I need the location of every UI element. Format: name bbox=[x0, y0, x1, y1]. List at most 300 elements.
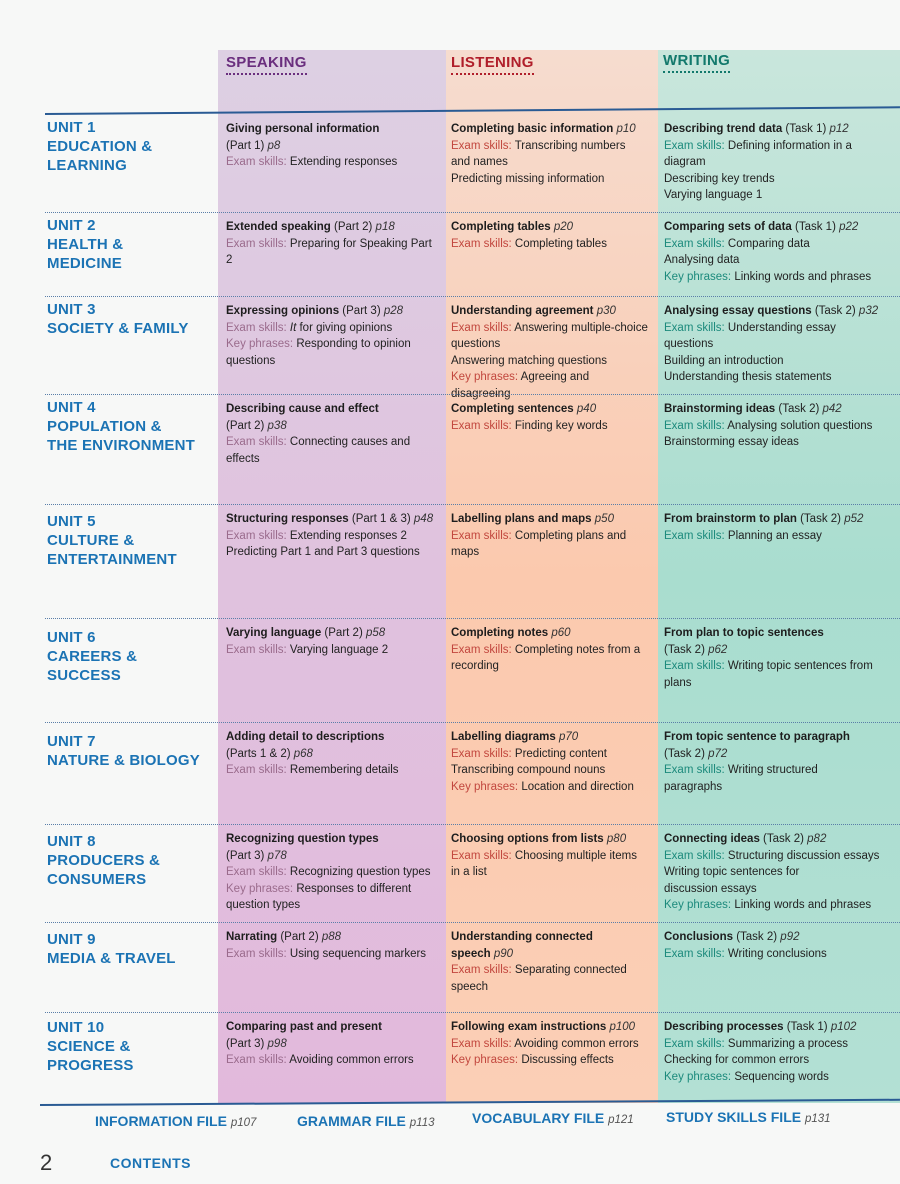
cell-line bbox=[226, 1036, 440, 1053]
lesson-title: From brainstorm to plan bbox=[664, 513, 797, 525]
cell-line bbox=[451, 642, 651, 659]
cell-text: Sequencing words bbox=[731, 1070, 829, 1083]
writing-cell bbox=[664, 303, 896, 386]
cell-line bbox=[664, 831, 896, 848]
lesson-title: Connecting ideas bbox=[664, 833, 760, 845]
cell-text: Completing notes from a bbox=[511, 643, 641, 656]
cell-line bbox=[664, 1069, 896, 1086]
cell-text: Remembering details bbox=[286, 764, 399, 776]
cell-line bbox=[226, 401, 440, 418]
cell-line bbox=[226, 625, 440, 642]
exam-skills-label: Exam skills: bbox=[664, 529, 725, 542]
exam-skills-label: Exam skills: bbox=[226, 947, 287, 960]
cell-line bbox=[664, 1052, 896, 1069]
cell-text: Understanding essay bbox=[724, 321, 836, 334]
cell-line bbox=[664, 1019, 896, 1036]
cell-line bbox=[664, 881, 896, 898]
cell-line bbox=[664, 171, 896, 188]
unit-title-line: ENTERTAINMENT bbox=[47, 551, 177, 568]
cell-text: effects bbox=[226, 452, 260, 465]
page-reference: p8 bbox=[264, 139, 281, 152]
cell-line bbox=[451, 762, 651, 779]
listening-cell bbox=[451, 929, 651, 995]
cell-text: (Task 2) bbox=[733, 931, 778, 943]
lesson-title: Understanding agreement bbox=[451, 305, 594, 317]
writing-cell bbox=[664, 401, 896, 451]
exam-skills-label: Exam skills: bbox=[664, 660, 725, 672]
cell-text: Predicting Part 1 and Part 3 questions bbox=[226, 546, 420, 558]
cell-line bbox=[226, 303, 440, 320]
page-reference: p78 bbox=[264, 849, 287, 862]
cell-text: Predicting missing information bbox=[451, 172, 605, 185]
cell-text: Responding to opinion bbox=[293, 338, 411, 350]
lesson-title: speech bbox=[451, 947, 491, 960]
cell-line bbox=[664, 642, 896, 659]
cell-line bbox=[664, 625, 896, 642]
page-reference: p48 bbox=[410, 513, 434, 525]
file-page: p121 bbox=[608, 1114, 634, 1126]
page-reference: p40 bbox=[573, 403, 597, 415]
page-reference: p30 bbox=[593, 305, 616, 317]
exam-skills-label: Exam skills: bbox=[451, 237, 512, 250]
speaking-cell bbox=[226, 303, 440, 369]
cell-text: Separating connected bbox=[511, 964, 627, 976]
cell-line bbox=[451, 138, 651, 155]
cell-line bbox=[226, 746, 440, 763]
cell-text: recording bbox=[451, 660, 499, 672]
exam-skills-label: Exam skills: bbox=[226, 321, 287, 334]
cell-line bbox=[664, 138, 896, 155]
cell-line bbox=[226, 336, 440, 353]
exam-skills-label: Exam skills: bbox=[664, 764, 725, 776]
key-phrases-label: Key phrases: bbox=[451, 371, 519, 383]
file-label: STUDY SKILLS FILE bbox=[666, 1109, 802, 1125]
unit-title-line: NATURE & BIOLOGY bbox=[47, 752, 200, 769]
unit-title-line: UNIT 6 bbox=[47, 629, 96, 646]
lesson-title: Labelling plans and maps bbox=[451, 513, 592, 525]
unit-title-line: MEDICINE bbox=[47, 255, 122, 272]
unit-title-line: UNIT 5 bbox=[47, 513, 96, 530]
cell-text: Varying language 1 bbox=[664, 189, 763, 201]
cell-line bbox=[664, 353, 896, 370]
speaking-cell bbox=[226, 729, 440, 779]
unit-title[interactable] bbox=[47, 732, 217, 770]
cell-line bbox=[451, 121, 651, 138]
page-reference: p52 bbox=[841, 513, 864, 525]
cell-line bbox=[226, 353, 440, 370]
italic-text: It bbox=[286, 321, 297, 334]
cell-line bbox=[664, 236, 896, 253]
unit-title[interactable] bbox=[47, 512, 217, 569]
cell-line bbox=[226, 236, 440, 269]
cell-text: Connecting causes and bbox=[286, 436, 411, 448]
cell-text: Brainstorming essay ideas bbox=[664, 436, 799, 448]
lesson-title: Expressing opinions bbox=[226, 305, 340, 317]
cell-line bbox=[451, 946, 651, 963]
lesson-title: Describing processes bbox=[664, 1021, 784, 1033]
exam-skills-label: Exam skills: bbox=[664, 237, 725, 250]
cell-line bbox=[226, 528, 440, 545]
cell-text: Writing conclusions bbox=[724, 947, 827, 960]
speaking-cell bbox=[226, 121, 440, 171]
lesson-title: Giving personal information bbox=[226, 123, 380, 135]
cell-line bbox=[664, 746, 896, 763]
cell-line bbox=[226, 848, 440, 865]
file-page: p113 bbox=[409, 1117, 435, 1129]
cell-text: Answering matching questions bbox=[451, 354, 607, 367]
writing-cell bbox=[664, 1019, 896, 1085]
cell-line bbox=[451, 1036, 651, 1053]
cell-text: Preparing for Speaking Part 2 bbox=[226, 237, 432, 266]
cell-line bbox=[451, 544, 651, 561]
cell-text: Location and direction bbox=[518, 780, 634, 793]
cell-line bbox=[664, 303, 896, 320]
cell-text: Writing topic sentences from bbox=[724, 660, 873, 672]
cell-line bbox=[451, 219, 651, 236]
cell-line bbox=[664, 675, 896, 692]
page-reference: p32 bbox=[855, 305, 879, 317]
cell-text: in a list bbox=[451, 866, 487, 878]
cell-text: Avoiding common errors bbox=[511, 1037, 639, 1050]
cell-line bbox=[451, 401, 651, 418]
cell-line bbox=[664, 779, 896, 796]
cell-text: Answering multiple-choice bbox=[511, 321, 648, 334]
page-reference: p70 bbox=[555, 731, 579, 743]
unit-title[interactable] bbox=[47, 118, 217, 175]
exam-skills-label: Exam skills: bbox=[226, 866, 287, 878]
lesson-title: Choosing options from lists bbox=[451, 833, 604, 845]
cell-line bbox=[451, 236, 651, 253]
key-phrases-label: Key phrases: bbox=[451, 780, 519, 793]
cell-line bbox=[226, 434, 440, 451]
cell-line bbox=[226, 511, 440, 528]
lesson-title: Analysing essay questions bbox=[664, 305, 812, 317]
cell-text: (Part 3) bbox=[226, 1037, 265, 1050]
lesson-title: Understanding connected bbox=[451, 931, 593, 943]
writing-cell bbox=[664, 929, 896, 962]
cell-line bbox=[664, 252, 896, 269]
unit-title-line: CAREERS & bbox=[47, 648, 138, 665]
lesson-title: Adding detail to descriptions bbox=[226, 731, 385, 743]
cell-text: Comparing data bbox=[724, 237, 810, 250]
cell-line bbox=[664, 897, 896, 914]
writing-column-header: WRITING bbox=[663, 52, 730, 73]
cell-text: Describing key trends bbox=[664, 172, 775, 185]
cell-line bbox=[226, 418, 440, 435]
lesson-title: Structuring responses bbox=[226, 513, 349, 525]
cell-line bbox=[451, 1019, 651, 1036]
page-number: 2 bbox=[40, 1150, 53, 1175]
exam-skills-label: Exam skills: bbox=[451, 321, 512, 334]
exam-skills-label: Exam skills: bbox=[451, 747, 512, 760]
lesson-title: Comparing past and present bbox=[226, 1021, 382, 1033]
cell-text: Avoiding common errors bbox=[286, 1054, 414, 1066]
page-reference: p60 bbox=[548, 627, 571, 639]
unit-title-line: UNIT 10 bbox=[47, 1019, 105, 1036]
unit-title-line: SCIENCE & bbox=[47, 1038, 131, 1055]
writing-cell bbox=[664, 511, 896, 544]
unit-title-line: UNIT 8 bbox=[47, 833, 96, 850]
cell-text: questions bbox=[664, 338, 714, 350]
cell-text: maps bbox=[451, 546, 480, 558]
listening-column-header: LISTENING bbox=[451, 54, 534, 75]
cell-line bbox=[226, 219, 440, 236]
cell-text: Completing tables bbox=[511, 237, 607, 250]
page-reference: p92 bbox=[777, 931, 800, 943]
unit-title-line: UNIT 2 bbox=[47, 217, 96, 234]
cell-line bbox=[664, 864, 896, 881]
cell-line bbox=[664, 154, 896, 171]
lesson-title: From plan to topic sentences bbox=[664, 627, 824, 639]
exam-skills-label: Exam skills: bbox=[451, 419, 512, 432]
cell-line bbox=[664, 528, 896, 545]
exam-skills-label: Exam skills: bbox=[664, 321, 725, 334]
cell-text: Writing structured bbox=[724, 764, 818, 776]
cell-line bbox=[451, 658, 651, 675]
cell-text: Choosing multiple items bbox=[511, 849, 637, 862]
cell-line bbox=[451, 418, 651, 435]
speaking-column-header: SPEAKING bbox=[226, 54, 307, 75]
cell-line bbox=[451, 864, 651, 881]
page-reference: p10 bbox=[613, 123, 636, 135]
unit-title-line: PRODUCERS & bbox=[47, 852, 161, 869]
exam-skills-label: Exam skills: bbox=[451, 643, 512, 656]
writing-cell bbox=[664, 625, 896, 691]
key-phrases-label: Key phrases: bbox=[664, 1070, 732, 1083]
cell-line bbox=[226, 762, 440, 779]
unit-title[interactable] bbox=[47, 628, 217, 685]
exam-skills-label: Exam skills: bbox=[226, 764, 287, 776]
cell-line bbox=[664, 511, 896, 528]
lesson-title: Varying language bbox=[226, 627, 322, 639]
row-separator bbox=[45, 824, 900, 825]
writing-cell bbox=[664, 121, 896, 204]
cell-line bbox=[226, 642, 440, 659]
cell-line bbox=[664, 269, 896, 286]
cell-text: (Task 1) bbox=[791, 221, 836, 233]
unit-title-line: EDUCATION & bbox=[47, 138, 153, 155]
lesson-title: Completing basic information bbox=[451, 123, 614, 135]
unit-title[interactable] bbox=[47, 832, 217, 889]
cell-text: paragraphs bbox=[664, 780, 723, 793]
study-skills-file-link[interactable] bbox=[666, 1109, 831, 1125]
lesson-title: From topic sentence to paragraph bbox=[664, 731, 850, 743]
cell-text: Linking words and phrases bbox=[731, 270, 872, 283]
cell-text: Transcribing numbers bbox=[511, 139, 626, 152]
exam-skills-label: Exam skills: bbox=[451, 529, 512, 542]
cell-line bbox=[664, 946, 896, 963]
cell-line bbox=[451, 779, 651, 796]
page-reference: p100 bbox=[606, 1021, 636, 1033]
cell-text: Analysing solution questions bbox=[724, 419, 873, 432]
cell-text: Varying language 2 bbox=[286, 643, 389, 656]
cell-text: Transcribing compound nouns bbox=[451, 764, 606, 776]
grammar-file-link[interactable] bbox=[297, 1113, 435, 1129]
cell-text: Agreeing and disagreeing bbox=[451, 371, 590, 400]
speaking-cell bbox=[226, 401, 440, 467]
cell-text: (Task 2) bbox=[664, 747, 705, 760]
cell-line bbox=[451, 154, 651, 171]
cell-text: Using sequencing markers bbox=[286, 947, 427, 960]
unit-title-line: THE ENVIRONMENT bbox=[47, 437, 196, 454]
unit-title-line: CONSUMERS bbox=[47, 871, 147, 888]
page-reference: p90 bbox=[490, 947, 514, 960]
exam-skills-label: Exam skills: bbox=[226, 436, 287, 448]
cell-text: Structuring discussion essays bbox=[724, 849, 880, 862]
cell-text: Discussing effects bbox=[518, 1054, 614, 1066]
cell-line bbox=[451, 369, 651, 402]
cell-text: (Task 2) bbox=[796, 513, 841, 525]
exam-skills-label: Exam skills: bbox=[451, 139, 512, 152]
page-reference: p82 bbox=[803, 833, 827, 845]
cell-text: Extending responses bbox=[286, 156, 398, 168]
cell-text: Recognizing question types bbox=[286, 866, 431, 878]
page-reference: p12 bbox=[826, 123, 849, 135]
key-phrases-label: Key phrases: bbox=[226, 338, 294, 350]
listening-cell bbox=[451, 1019, 651, 1069]
lesson-title: Completing sentences bbox=[451, 403, 574, 415]
speaking-cell bbox=[226, 831, 440, 914]
lesson-title: Describing trend data bbox=[664, 123, 783, 135]
cell-line bbox=[451, 303, 651, 320]
speaking-cell bbox=[226, 929, 440, 962]
unit-title-line: SUCCESS bbox=[47, 667, 121, 684]
cell-text: (Task 1) bbox=[783, 1021, 828, 1033]
cell-text: (Task 1) bbox=[782, 123, 827, 135]
exam-skills-label: Exam skills: bbox=[226, 237, 287, 250]
cell-line bbox=[451, 929, 651, 946]
cell-line bbox=[664, 848, 896, 865]
vocabulary-file-link[interactable] bbox=[472, 1110, 634, 1126]
row-separator bbox=[45, 504, 900, 505]
lesson-title: Comparing sets of data bbox=[664, 221, 792, 233]
listening-cell bbox=[451, 625, 651, 675]
cell-line bbox=[451, 729, 651, 746]
cell-text: for giving opinions bbox=[296, 321, 393, 334]
page-reference: p22 bbox=[835, 221, 859, 233]
lesson-title: Conclusions bbox=[664, 931, 734, 943]
cell-line bbox=[226, 320, 440, 337]
cell-line bbox=[451, 1052, 651, 1069]
key-phrases-label: Key phrases: bbox=[451, 1054, 519, 1066]
unit-title[interactable] bbox=[47, 300, 217, 338]
cell-line bbox=[226, 929, 440, 946]
cell-line bbox=[664, 418, 896, 435]
row-separator bbox=[45, 296, 900, 297]
cell-line bbox=[226, 121, 440, 138]
cell-line bbox=[226, 1052, 440, 1069]
key-phrases-label: Key phrases: bbox=[664, 270, 732, 283]
cell-text: Summarizing a process bbox=[724, 1037, 849, 1050]
page-reference: p20 bbox=[550, 221, 574, 233]
exam-skills-label: Exam skills: bbox=[664, 1037, 725, 1050]
unit-title[interactable] bbox=[47, 1018, 217, 1075]
page-reference: p28 bbox=[380, 305, 404, 317]
exam-skills-label: Exam skills: bbox=[664, 849, 725, 862]
exam-skills-label: Exam skills: bbox=[226, 529, 287, 542]
key-phrases-label: Key phrases: bbox=[664, 899, 732, 911]
cell-line bbox=[226, 138, 440, 155]
cell-line bbox=[451, 320, 651, 337]
cell-line bbox=[451, 979, 651, 996]
cell-line bbox=[664, 729, 896, 746]
page-reference: p72 bbox=[704, 747, 728, 760]
cell-line bbox=[451, 831, 651, 848]
cell-text: Building an introduction bbox=[664, 354, 784, 367]
cell-text: (Part 3) bbox=[226, 849, 265, 862]
cell-text: (Task 2) bbox=[811, 305, 856, 317]
information-file-link[interactable] bbox=[95, 1113, 256, 1129]
cell-line bbox=[664, 336, 896, 353]
cell-line bbox=[451, 511, 651, 528]
cell-line bbox=[451, 336, 651, 353]
cell-text: Responses to different bbox=[293, 882, 412, 895]
cell-text: questions bbox=[451, 338, 501, 350]
page-reference: p62 bbox=[704, 643, 728, 656]
speaking-cell bbox=[226, 511, 440, 561]
cell-line bbox=[451, 171, 651, 188]
page-reference: p42 bbox=[819, 403, 842, 415]
cell-line bbox=[664, 929, 896, 946]
unit-title[interactable] bbox=[47, 930, 217, 968]
cell-text: (Parts 1 & 2) bbox=[226, 747, 291, 760]
cell-text: Predicting content bbox=[511, 747, 607, 760]
page-reference: p38 bbox=[264, 419, 287, 432]
cell-text: Analysing data bbox=[664, 254, 740, 266]
lesson-title: Describing cause and effect bbox=[226, 403, 379, 415]
cell-text: plans bbox=[664, 676, 692, 689]
unit-title-line: UNIT 1 bbox=[47, 119, 96, 136]
cell-line bbox=[226, 946, 440, 963]
file-page: p131 bbox=[804, 1113, 831, 1125]
unit-title-line: UNIT 7 bbox=[47, 733, 96, 750]
exam-skills-label: Exam skills: bbox=[451, 849, 512, 862]
page-reference: p18 bbox=[372, 221, 395, 233]
cell-line bbox=[664, 658, 896, 675]
cell-line bbox=[226, 1019, 440, 1036]
page-reference: p58 bbox=[362, 627, 386, 639]
cell-text: question types bbox=[226, 899, 301, 911]
writing-cell bbox=[664, 729, 896, 795]
lesson-title: Recognizing question types bbox=[226, 833, 379, 845]
cell-line bbox=[451, 353, 651, 370]
cell-line bbox=[226, 881, 440, 898]
speaking-cell bbox=[226, 1019, 440, 1069]
cell-text: Checking for common errors bbox=[664, 1054, 810, 1066]
lesson-title: Completing tables bbox=[451, 221, 551, 233]
unit-title[interactable] bbox=[47, 398, 217, 455]
cell-line bbox=[226, 831, 440, 848]
listening-cell bbox=[451, 219, 651, 252]
key-phrases-label: Key phrases: bbox=[226, 882, 294, 895]
cell-text: Completing plans and bbox=[511, 529, 627, 542]
unit-title[interactable] bbox=[47, 216, 217, 273]
cell-text: diagram bbox=[664, 156, 706, 168]
speaking-cell bbox=[226, 219, 440, 269]
cell-line bbox=[664, 121, 896, 138]
cell-text: Writing topic sentences for bbox=[664, 866, 800, 878]
unit-title-line: UNIT 9 bbox=[47, 931, 96, 948]
cell-text: speech bbox=[451, 980, 489, 993]
cell-line bbox=[226, 154, 440, 171]
exam-skills-label: Exam skills: bbox=[226, 1054, 287, 1066]
page-reference: p80 bbox=[603, 833, 627, 845]
cell-text: questions bbox=[226, 354, 276, 367]
cell-line bbox=[664, 401, 896, 418]
unit-title-line: CULTURE & bbox=[47, 532, 135, 549]
cell-line bbox=[664, 369, 896, 386]
page-reference: p68 bbox=[290, 747, 313, 760]
